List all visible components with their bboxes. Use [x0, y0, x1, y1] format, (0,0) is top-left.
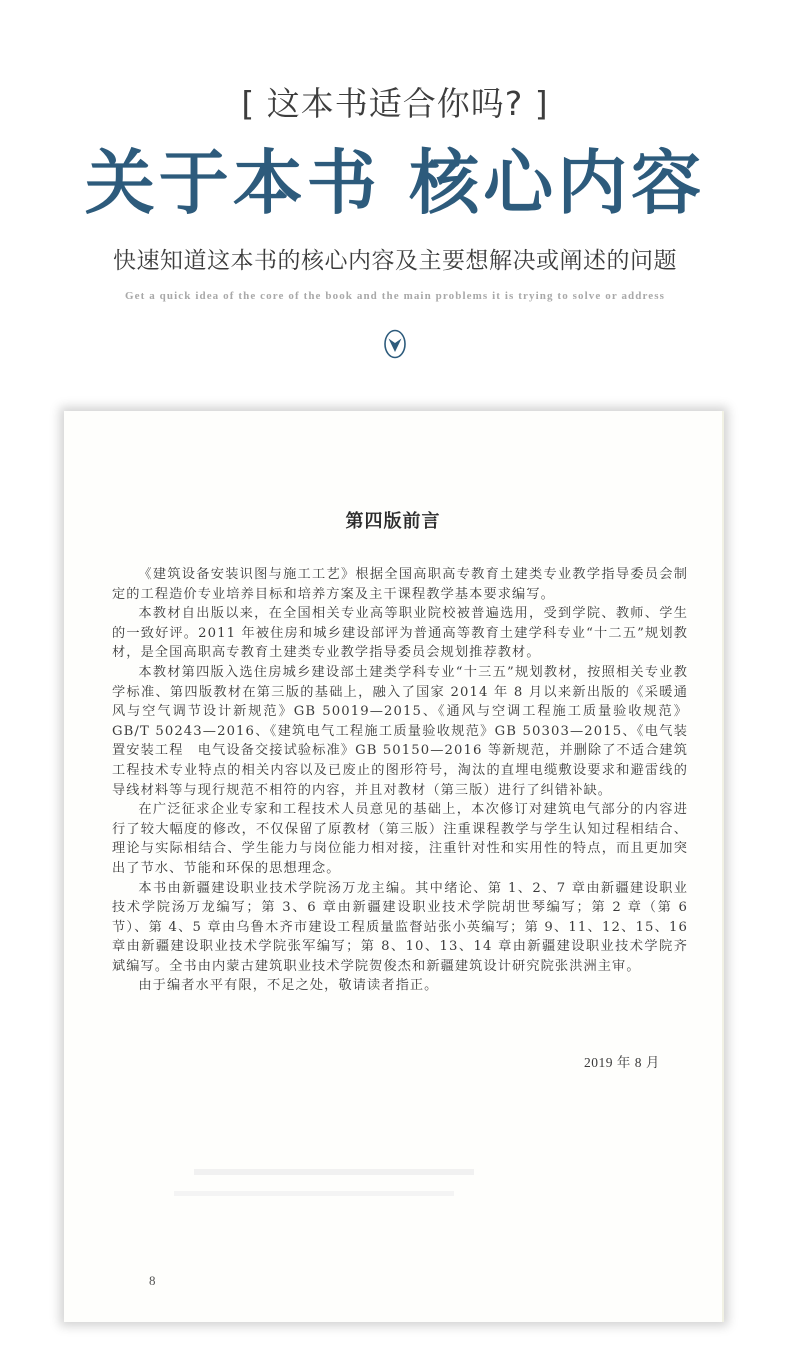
page-number: 8 [149, 1273, 156, 1288]
chevron-down-circle-icon[interactable] [384, 329, 406, 359]
paragraph: 《建筑设备安装识图与施工工艺》根据全国高职高专教育土建类专业教学指导委员会制定的工程造价专业培养目标和培养方案及主干课程教学基本要求编写。 [112, 567, 688, 602]
paragraph: 本书由新疆建设职业技术学院汤万龙主编。其中绪论、第 1、2、7 章由新疆建设职业技术学院汤万龙编写；第 3、6 章由新疆建设职业技术学院胡世琴编写；第 2 章（第 6 节）、第 4、5 章由乌鲁木齐市建设工程质量监督站张小英编写；第 9、11、12、15、16 章由新疆建设职业技术学院张军编写；第 8、10、13、14 章由新疆建设职业技术学院齐斌编写。全书由内蒙古建筑职业技术学院贺俊杰和新疆建筑设计研究院张洪洲主审。 [112, 880, 688, 974]
paragraph: 本教材自出版以来，在全国相关专业高等职业院校被普遍选用，受到学院、教师、学生的一致好评。2011 年被住房和城乡建设部评为普通高等教育土建学科专业“十二五”规划教材，是全国高职高专教育土建类专业教学指导委员会规划推荐教材。 [112, 606, 688, 661]
bleed-through-text [174, 1191, 454, 1196]
bleed-through-text [194, 1169, 474, 1175]
kicker-heading: [ 这本书适合你吗? ] [241, 84, 549, 123]
book-page-scan [64, 411, 724, 1322]
preface-date: 2019 年 8 月 [584, 1055, 660, 1070]
paragraph: 本教材第四版入选住房城乡建设部土建类学科专业“十三五”规划教材，按照相关专业教学标准、第四版教材在第三版的基础上，融入了国家 2014 年 8 月以来新出版的《采暖通风与空气调节设计新规范》GB 50019—2015、《通风与空调工程施工质量验收规范》GB/T 50243—2016、《建筑电气工程施工质量验收规范》GB 50303—2015、《电气装置安装工程 电气设备交接试验标准》GB 50150—2016 等新规范，并删除了不适合建筑工程技术专业特点的相关内容以及已废止的图形符号，淘汰的直埋电缆敷设要求和避雷线的导线材料等与现行规范不相符的内容，并且对教材（第三版）进行了纠错补缺。 [112, 664, 688, 798]
preface-body [112, 565, 688, 996]
paragraph: 在广泛征求企业专家和工程技术人员意见的基础上，本次修订对建筑电气部分的内容进行了较大幅度的修改，不仅保留了原教材（第三版）注重课程教学与学生认知过程相结合、理论与实际相结合、学生能力与岗位能力相对接，注重针对性和实用性的特点，而且更加突出了节水、节能和环保的思想理念。 [112, 802, 688, 876]
subtitle: 快速知道这本书的核心内容及主要想解决或阐述的问题 [113, 248, 677, 274]
preface-heading: 第四版前言 [345, 511, 441, 532]
page-title: 关于本书 核心内容 [84, 141, 706, 224]
paragraph: 由于编者水平有限，不足之处，敬请读者指正。 [138, 978, 439, 994]
subtitle-english: Get a quick idea of the core of the book and the main problems it is trying to solve or address [124, 290, 666, 302]
